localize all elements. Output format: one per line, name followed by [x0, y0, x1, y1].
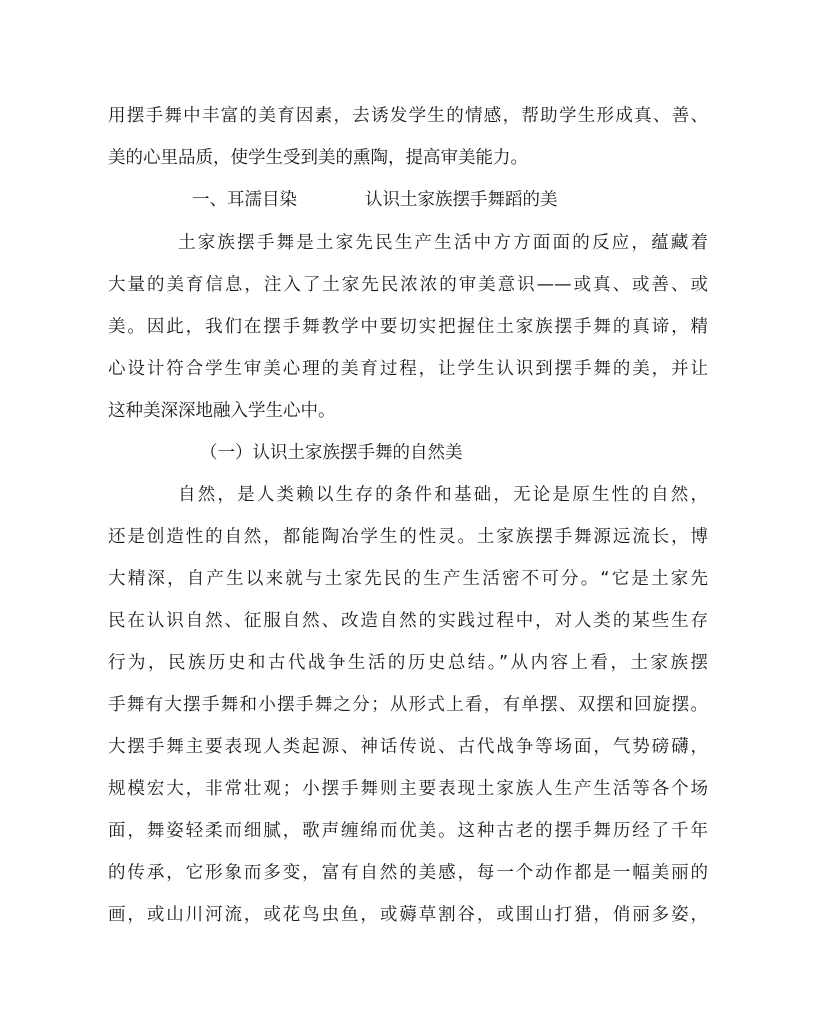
body-line: 大摆手舞主要表现人类起源、神话传说、古代战争等场面，气势磅礴， — [108, 737, 708, 757]
body-line: 还是创造性的自然，都能陶冶学生的性灵。土家族摆手舞源远流长，博 — [108, 527, 708, 547]
body-line: 美。因此，我们在摆手舞教学中要切实把握住土家族摆手舞的真谛，精 — [108, 317, 708, 337]
body-line: 行为，民族历史和古代战争生活的历史总结。”从内容上看，土家族摆 — [108, 653, 708, 673]
body-line: 规模宏大，非常壮观；小摆手舞则主要表现土家族人生产生活等各个场 — [108, 779, 708, 799]
body-line: 这种美深深地融入学生心中。 — [108, 401, 336, 421]
body-line: 心设计符合学生审美心理的美育过程，让学生认识到摆手舞的美，并让 — [108, 359, 708, 379]
body-line: 大精深，自产生以来就与土家先民的生产生活密不可分。“它是土家先 — [108, 569, 708, 589]
body-line: 的传承，它形象而多变，富有自然的美感，每一个动作都是一幅美丽的 — [108, 863, 708, 883]
section-heading-number: 一、耳濡目染 — [192, 190, 297, 210]
body-line: 自然，是人类赖以生存的条件和基础，无论是原生性的自然， — [178, 485, 708, 505]
body-line: 大量的美育信息，注入了土家先民浓浓的审美意识——或真、或善、或 — [108, 275, 708, 295]
body-line: 民在认识自然、征服自然、改造自然的实践过程中，对人类的某些生存 — [108, 611, 708, 631]
body-line: 面，舞姿轻柔而细腻，歌声缠绵而优美。这种古老的摆手舞历经了千年 — [108, 821, 708, 841]
body-line: 美的心里品质，使学生受到美的熏陶，提高审美能力。 — [108, 148, 528, 168]
subsection-heading: （一）认识土家族摆手舞的自然美 — [200, 443, 463, 463]
section-heading-title: 认识土家族摆手舞蹈的美 — [365, 190, 558, 210]
body-line: 画，或山川河流，或花鸟虫鱼，或薅草割谷，或围山打猎，俏丽多姿， — [108, 905, 708, 925]
body-line: 土家族摆手舞是土家先民生产生活中方方面面的反应，蕴藏着 — [178, 233, 708, 253]
body-line: 用摆手舞中丰富的美育因素，去诱发学生的情感，帮助学生形成真、善、 — [108, 106, 708, 126]
section-heading — [192, 188, 692, 212]
body-line: 手舞有大摆手舞和小摆手舞之分；从形式上看，有单摆、双摆和回旋摆。 — [108, 695, 708, 715]
